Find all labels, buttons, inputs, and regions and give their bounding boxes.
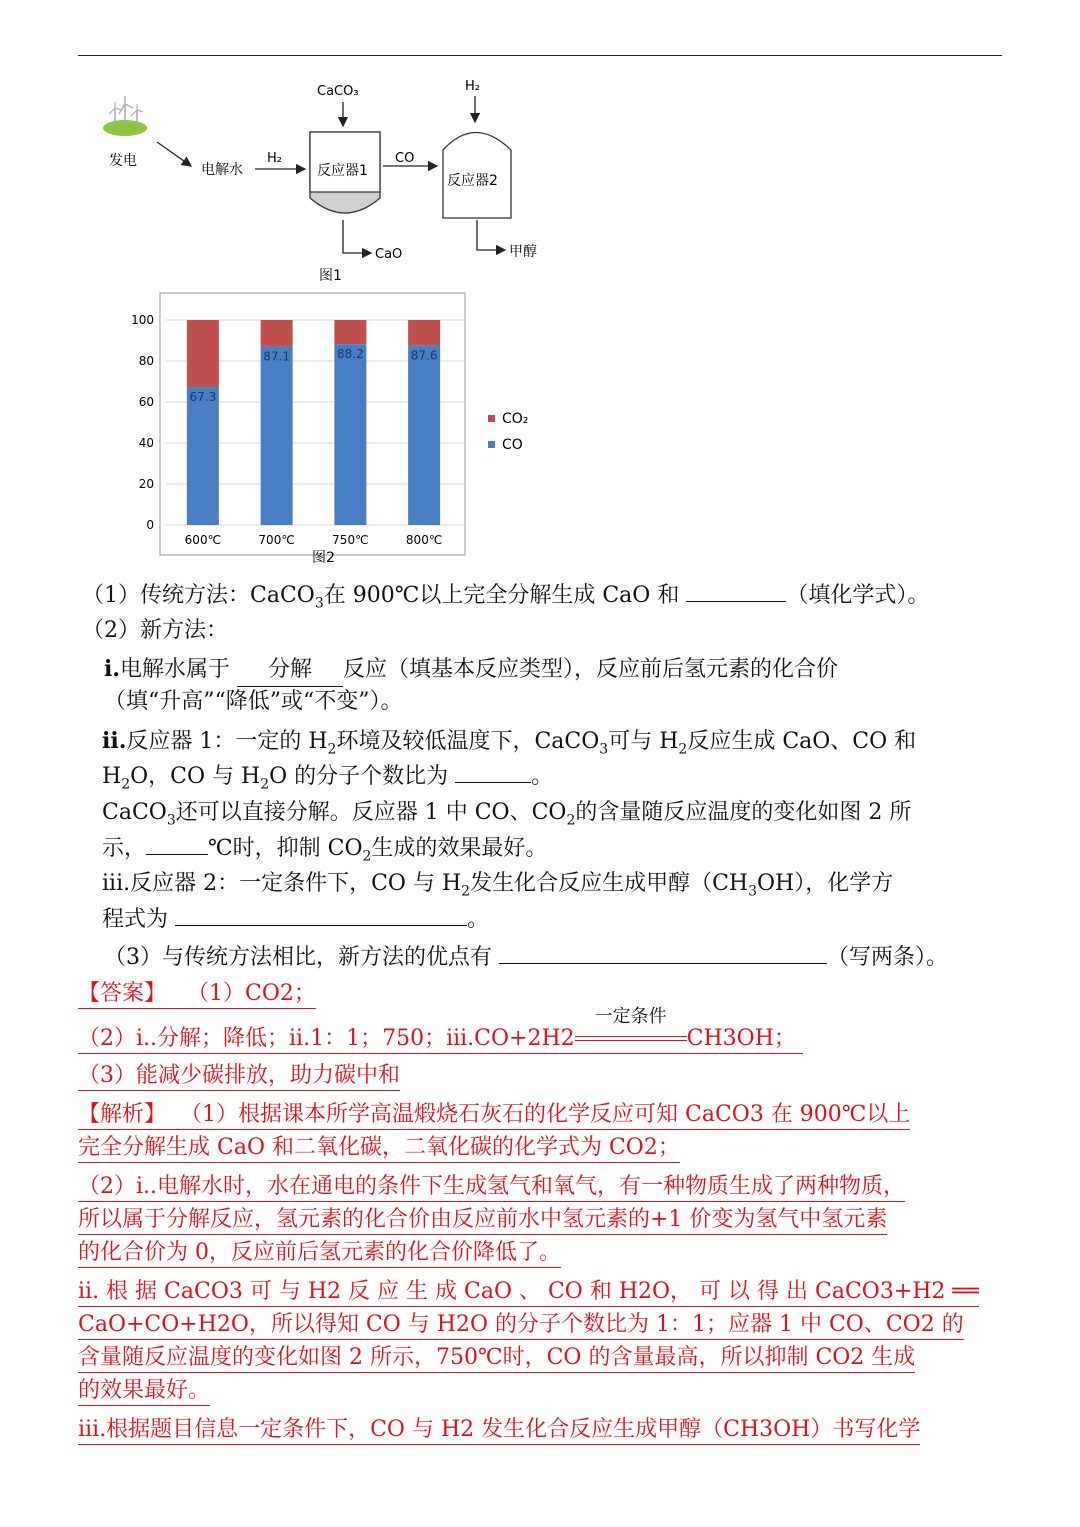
legend-label-co: CO [502, 437, 523, 453]
co-label: CO [395, 151, 415, 166]
question-1: （1）传统方法：CaCO$_3$在 900℃以上完全分解生成 CaO 和 （填化学式）。 [82, 577, 929, 619]
y-tick-label: 40 [138, 436, 154, 450]
bar-co2 [261, 320, 293, 346]
x-tick-label: 750℃ [332, 533, 369, 547]
process-flow-diagram [95, 70, 565, 290]
bar-co2 [187, 320, 219, 387]
analysis-p3-c: 含量随反应温度的变化如图 2 所示，750℃时，CO 的含量最高，所以抑制 CO2 生成 [78, 1342, 915, 1374]
legend-swatch-co [488, 441, 495, 448]
answer-line-2: （2）i..分解；降低；ii.1：1；750；iii.CO+2H2 一定条件 CH3OH； [78, 1023, 803, 1055]
analysis-p2-b: 所以属于分解反应，氢元素的化合价由反应前水中氢元素的+1 价变为氢气中氢元素 [78, 1204, 887, 1236]
analysis-p1-a: 【解析】 （1）根据课本所学高温煅烧石灰石的化学反应可知 CaCO3 在 900℃以上 [78, 1099, 910, 1131]
question-2i-cont: （填“升高”“降低”或“不变”）。 [104, 689, 403, 714]
bar-co [408, 345, 440, 525]
figure1-caption: 图1 [319, 268, 342, 284]
y-tick-label: 0 [146, 518, 154, 532]
methanol-label: 甲醇 [509, 244, 537, 260]
y-tick-label: 60 [138, 395, 154, 409]
answer-blank-q1[interactable] [686, 577, 786, 602]
question-2i: i.电解水属于 分解 反应（填基本反应类型），反应前后氢元素的化合价 [104, 653, 838, 687]
analysis-p3-a: ii. 根 据 CaCO3 可 与 H2 反 应 生 成 CaO 、 CO 和 H2O， 可 以 得 出 CaCO3+H2 ══ [78, 1276, 979, 1308]
analysis-p3-d: 的效果最好。 [78, 1375, 210, 1407]
figure2-caption: 图2 [312, 550, 335, 566]
h2-label-1: H₂ [267, 151, 282, 166]
header-rule [78, 55, 1002, 56]
electrolysis-label: 电解水 [201, 162, 243, 178]
question-3: （3）与传统方法相比，新方法的优点有 （写两条）。 [104, 939, 948, 974]
bar-co [334, 344, 366, 525]
analysis-p3-b: CaO+CO+H2O，所以得知 CO 与 H2O 的分子个数比为 1：1；应器 1 中 CO、CO2 的 [78, 1309, 964, 1341]
question-2ii-line2: $H_2O$，CO 与 $H_2O$ 的分子个数比为 。 [102, 758, 553, 800]
analysis-p4-a: iii.根据题目信息一定条件下，CO 与 H2 发生化合反应生成甲醇（CH3OH）书写化学 [78, 1414, 920, 1446]
answer-line-3: （3）能减少碳排放，助力碳中和 [78, 1060, 400, 1092]
data-label: 67.3 [189, 390, 217, 405]
question-2iii-line2: 程式为 。 [102, 901, 489, 936]
question-2ii-line3: CaCO$_3$还可以直接分解。反应器 1 中 CO、$CO_2$的含量随反应温度的变化如图 2 所 [102, 800, 912, 829]
caco3-label: CaCO₃ [317, 84, 359, 99]
wind-turbine-icon [103, 96, 147, 136]
chart-legend [488, 411, 528, 453]
legend-label-co2: CO₂ [502, 411, 529, 427]
bar-co2 [408, 320, 440, 345]
bar-co [261, 346, 293, 525]
data-label: 87.6 [410, 348, 438, 363]
y-tick-label: 80 [138, 354, 154, 368]
question-2ii: ii.反应器 1：一定的 $H_2$环境及较低温度下，CaCO$_3$可与 $H_2$反应生成 CaO、CO 和 [102, 728, 917, 758]
answer-blank-qiii[interactable] [175, 901, 467, 926]
reactor2-label: 反应器2 [447, 173, 498, 189]
analysis-p2-c: 的化合价为 0，反应前后氢元素的化合价降低了。 [78, 1237, 561, 1269]
question-2-heading: （2）新方法： [82, 618, 228, 643]
data-label: 88.2 [337, 347, 364, 362]
analysis-p1-b: 完全分解生成 CaO 和二氧化碳，二氧化碳的化学式为 CO2； [78, 1132, 680, 1164]
x-tick-label: 600℃ [184, 533, 222, 547]
reaction-condition: 一定条件 [575, 1023, 687, 1055]
question-2iii: iii.反应器 2：一定条件下，CO 与 $H_2$发生化合反应生成甲醇$(CH_3OH)$，化学方 [102, 871, 894, 900]
answer-blank-q3[interactable] [499, 939, 827, 964]
answer-blank-qi[interactable]: 分解 [237, 654, 343, 687]
question-2ii-line4: 示， ℃时，抑制 $CO_2$生成的效果最好。 [102, 830, 547, 872]
data-label: 87.1 [263, 349, 290, 364]
bar-co2 [334, 320, 366, 344]
wind-label: 发电 [109, 153, 137, 169]
y-tick-label: 100 [131, 313, 154, 327]
analysis-tag: 【解析】 [78, 1102, 167, 1127]
legend-swatch-co2 [488, 415, 495, 422]
answer-blank-qii-temp[interactable] [146, 830, 208, 855]
answer-line-1: 【答案】 （1）CO2； [78, 978, 316, 1010]
answer-blank-qii-ratio[interactable] [455, 758, 531, 783]
reactor1-label: 反应器1 [317, 163, 368, 179]
x-tick-label: 800℃ [405, 533, 443, 547]
y-tick-label: 20 [138, 477, 154, 491]
h2-label-2: H₂ [465, 79, 480, 94]
answer-tag: 【答案】 [78, 981, 167, 1006]
x-tick-label: 700℃ [258, 533, 295, 547]
bar-co [187, 387, 219, 525]
stacked-bar-chart [120, 290, 550, 570]
cao-label: CaO [375, 247, 403, 262]
analysis-p2-a: （2）i..电解水时，水在通电的条件下生成氢气和氧气，有一种物质生成了两种物质， [78, 1171, 905, 1203]
